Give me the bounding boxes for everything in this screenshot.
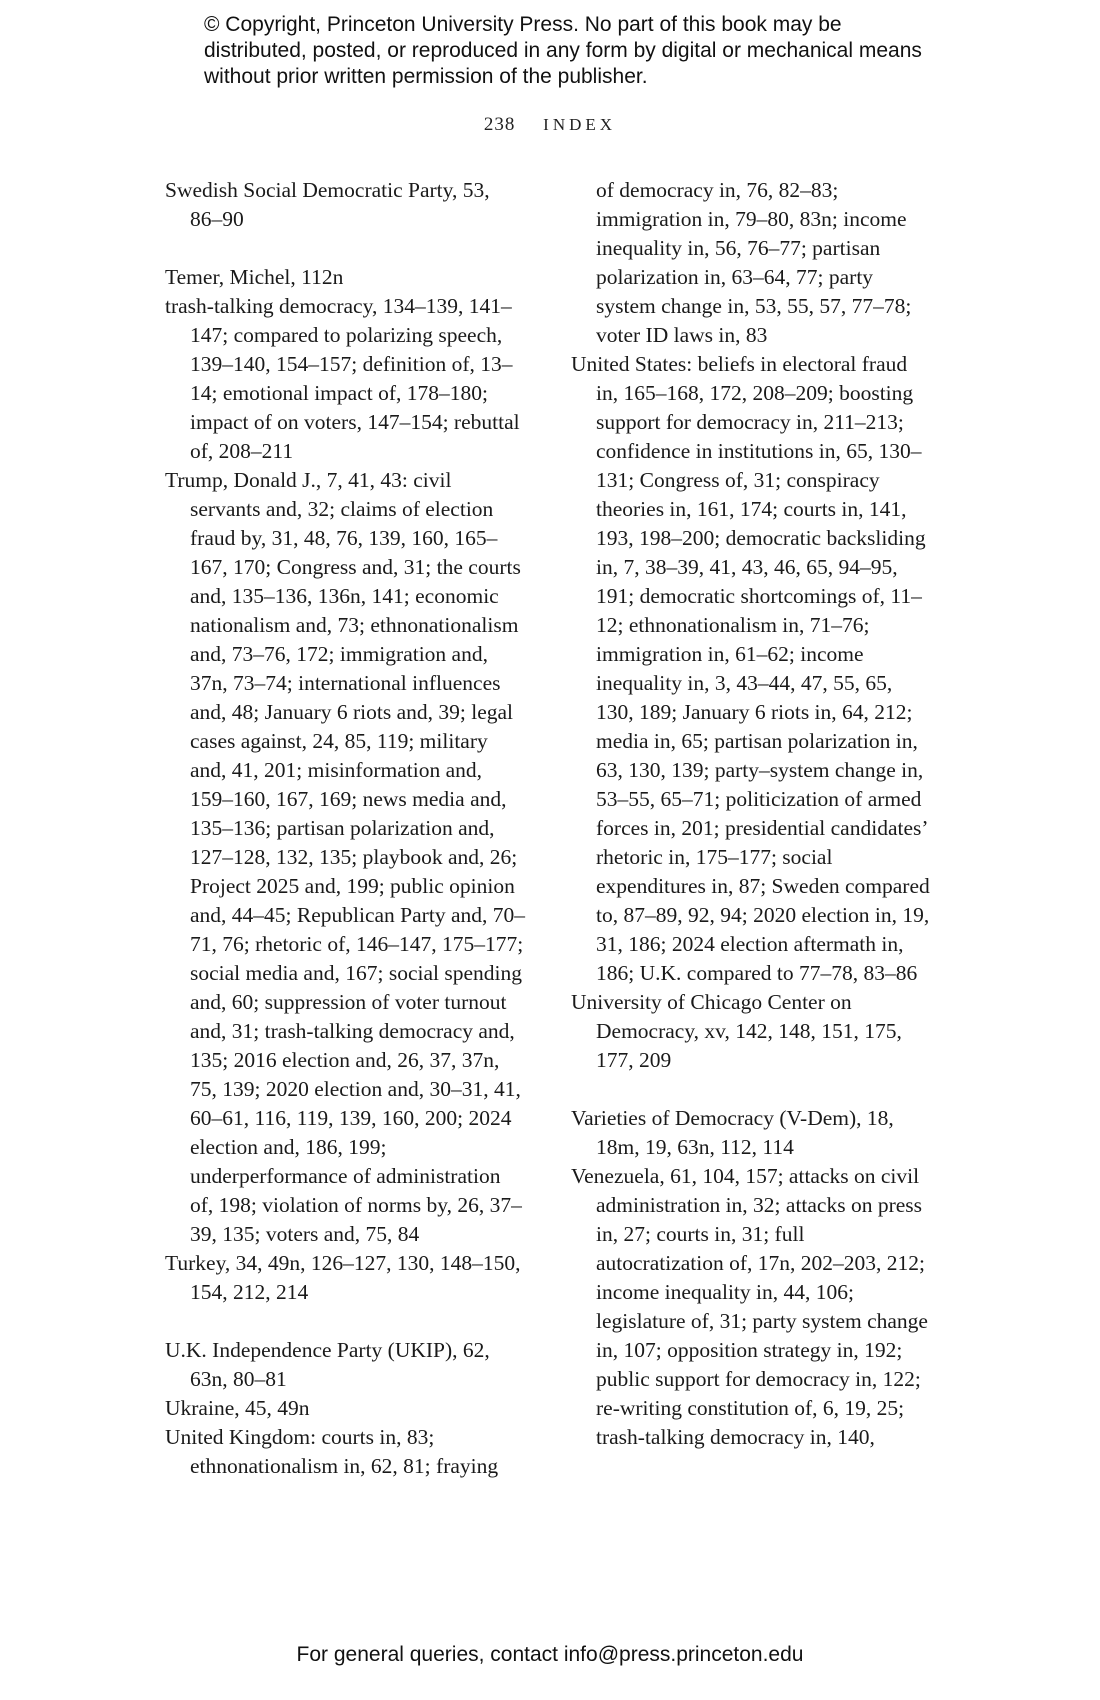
letter-group-gap xyxy=(571,1075,931,1104)
index-entry: Venezuela, 61, 104, 157; attacks on civil administration in, 32; attacks on press in, 27; courts in, 31; full autocratization of, 17n, 202–203, 212; income inequality in, 44, 106; legislature of, 31; party system change in, 107; opposition strategy in, 192; public support for democracy in, 122; re-writing constitution of, 6, 19, 25; trash-talking democracy in, 140, xyxy=(571,1164,928,1449)
index-entry: Trump, Donald J., 7, 41, 43: civil servants and, 32; claims of election fraud by, 31, 48, 76, 139, 160, 165–167, 170; Congress and, 31; the courts and, 135–136, 136n, 141; economic nationalism and, 73; ethnonationalism and, 73–76, 172; immigration and, 37n, 73–74; international influences and, 48; January 6 riots and, 39; legal cases against, 24, 85, 119; military and, 41, 201; misinformation and, 159–160, 167, 169; news media and, 135–136; partisan polarization and, 127–128, 132, 135; playbook and, 26; Project 2025 and, 199; public opinion and, 44–45; Republican Party and, 70–71, 76; rhetoric of, 146–147, 175–177; social media and, 167; social spending and, 60; suppression of voter turnout and, 31; trash-talking democracy and, 135; 2016 election and, 26, 37, 37n, 75, 139; 2020 election and, 30–31, 41, 60–61, 116, 119, 139, 160, 200; 2024 election and, 186, 199; underperformance of administration of, 198; violation of norms by, 26, 37–39, 135; voters and, 75, 84 xyxy=(165,468,525,1246)
index-entry: Swedish Social Democratic Party, 53, 86–90 xyxy=(165,178,490,231)
letter-group-gap xyxy=(165,1307,525,1336)
index-entry: Turkey, 34, 49n, 126–127, 130, 148–150, 154, 212, 214 xyxy=(165,1251,521,1304)
index-column-right xyxy=(571,176,931,1452)
index-column-left xyxy=(165,176,525,1481)
index-entry: United States: beliefs in electoral fraud in, 165–168, 172, 208–209; boosting support for democracy in, 211–213; confidence in institutions in, 65, 130–131; Congress of, 31; conspiracy theories in, 161, 174; courts in, 141, 193, 198–200; democratic backsliding in, 7, 38–39, 41, 43, 46, 65, 94–95, 191; democratic shortcomings of, 11–12; ethnonationalism in, 71–76; immigration in, 61–62; income inequality in, 3, 43–44, 47, 55, 65, 130, 189; January 6 riots in, 64, 212; media in, 65; partisan polarization in, 63, 130, 139; party–system change in, 53–55, 65–71; politicization of armed forces in, 201; presidential candidates’ rhetoric in, 175–177; social expenditures in, 87; Sweden compared to, 87–89, 92, 94; 2020 election in, 19, 31, 186; 2024 election aftermath in, 186; U.K. compared to 77–78, 83–86 xyxy=(571,352,930,985)
section-title: INDEX xyxy=(543,115,617,134)
index-entry-continued: of democracy in, 76, 82–83; immigration in, 79–80, 83n; income inequality in, 56, 76–77; partisan polarization in, 63–64, 77; party system change in, 53, 55, 57, 77–78; voter ID laws in, 83 xyxy=(596,178,912,347)
contact-footer: For general queries, contact info@press.princeton.edu xyxy=(296,1643,804,1666)
page-number: 238 xyxy=(483,114,516,135)
index-entry: Temer, Michel, 112n xyxy=(165,265,344,289)
index-entry: Varieties of Democracy (V-Dem), 18, 18m, 19, 63n, 112, 114 xyxy=(571,1106,894,1159)
copyright-notice: © Copyright, Princeton University Press. No part of this book may be distributed, posted, or reproduced in any form by digital or mechanical means without prior written permission of the publisher. xyxy=(204,13,922,88)
running-head xyxy=(0,114,1100,136)
index-entry: trash-talking democracy, 134–139, 141–147; compared to polarizing speech, 139–140, 154–157; definition of, 13–14; emotional impact of, 178–180; impact of on voters, 147–154; rebuttal of, 208–211 xyxy=(165,294,520,463)
index-entry: Ukraine, 45, 49n xyxy=(165,1396,310,1420)
letter-group-gap xyxy=(165,234,525,263)
index-entry: United Kingdom: courts in, 83; ethnonationalism in, 62, 81; fraying xyxy=(165,1425,499,1478)
index-entry: U.K. Independence Party (UKIP), 62, 63n, 80–81 xyxy=(165,1338,490,1391)
index-entry: University of Chicago Center on Democracy, xv, 142, 148, 151, 175, 177, 209 xyxy=(571,990,902,1072)
